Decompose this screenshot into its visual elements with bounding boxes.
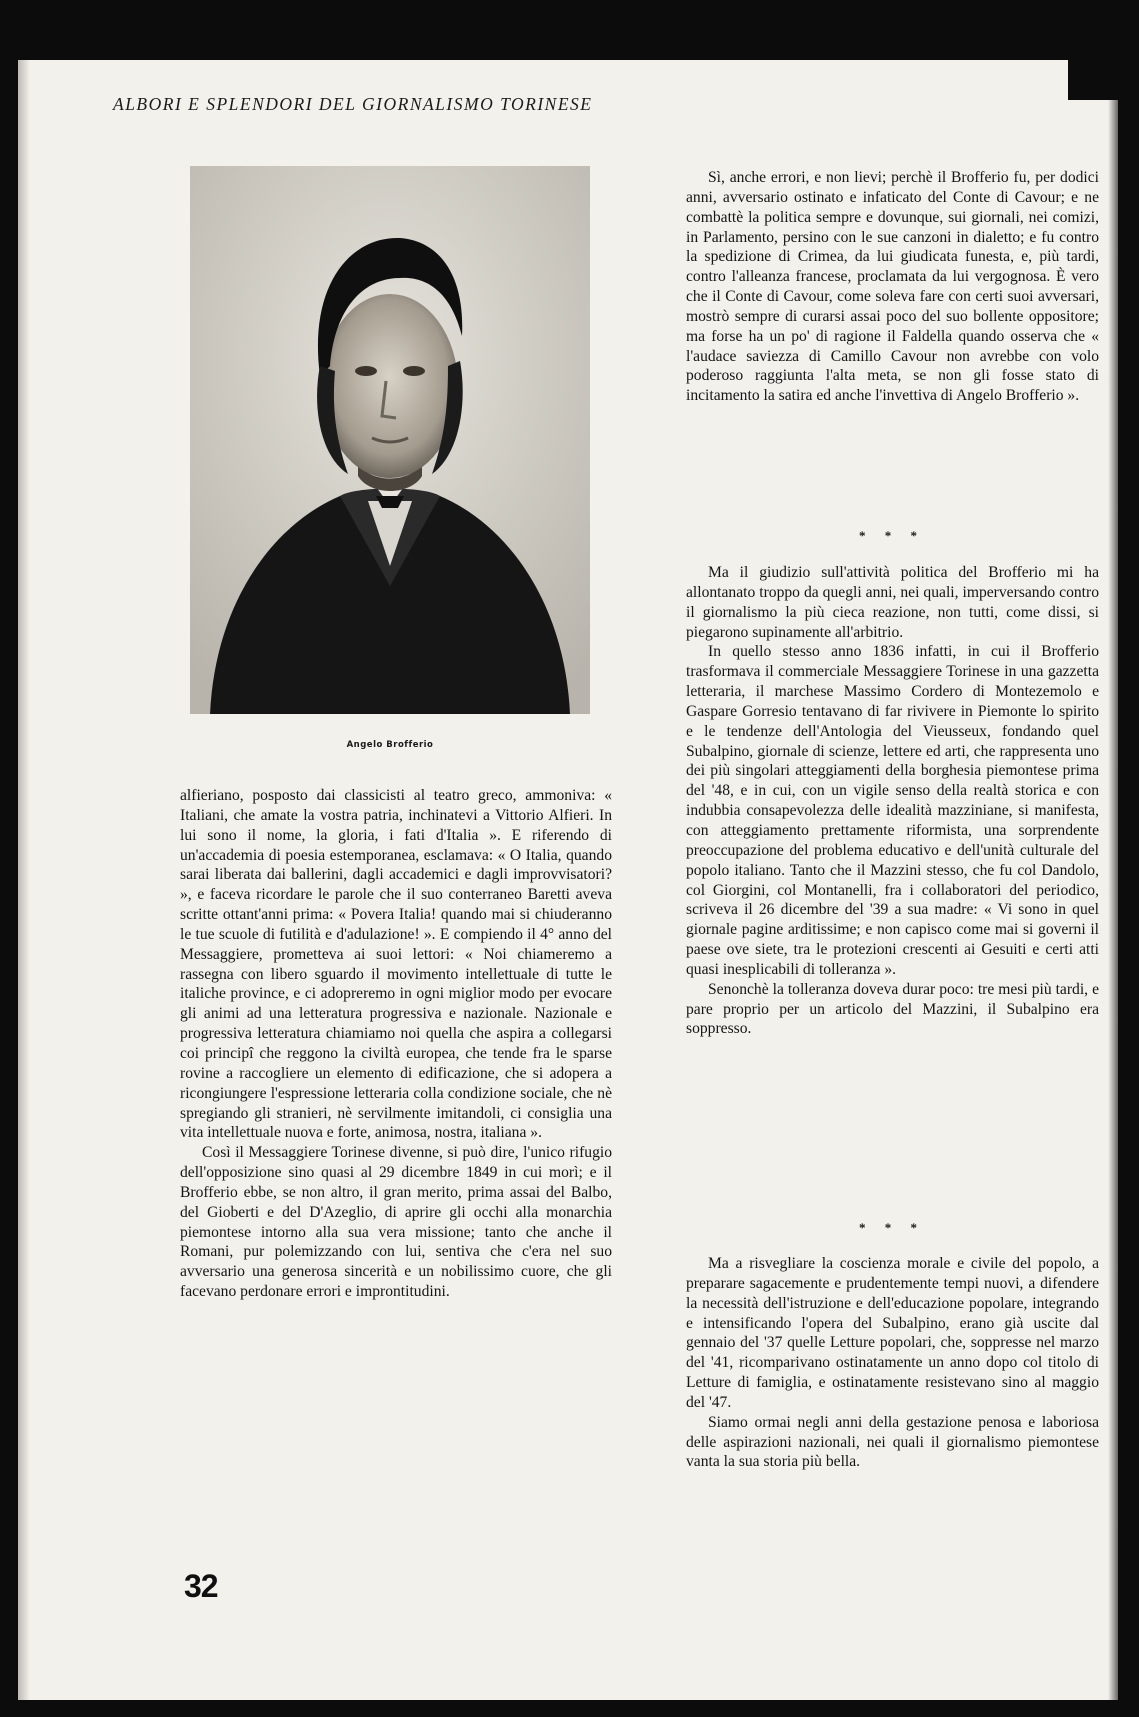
- paragraph: Ma il giudizio sull'attività politica del Brofferio mi ha allontanato troppo da quegli anni, nei quali, imperversando contro il giornalismo la più cieca reazione, non tutti, come dissi, si piegarono supinamente all'arbitrio.: [686, 564, 1099, 641]
- page-number: 32: [184, 1568, 218, 1604]
- page-shadow-left: [18, 60, 30, 1700]
- page-shadow-right: [1108, 60, 1118, 1700]
- section-separator: * * *: [859, 1220, 925, 1235]
- left-column: [180, 786, 612, 1518]
- paragraph: In quello stesso anno 1836 infatti, in cui il Brofferio trasformava il commerciale Messaggiere Torinese in una gazzetta letteraria, il marchese Massimo Cordero di Montezemolo e Gaspare Gorresio tentavano di far rivivere in Piemonte lo spirito e le tendenze dell'Antologia del Vieusseux, fondando quel Subalpino, giornale di scienze, lettere ed arti, che rappresenta uno dei più singolari atteggiamenti della borghesia piemontese prima del '48, e in cui, con un vigile senso della realtà storica e con indubbia consapevolezza delle idealità mazziniane, si manifesta, con atteggiamento prettamente riformista, una sorprendente preoccupazione del problema educativo e dell'unità culturale del popolo italiano. Tanto che il Mazzini stesso, che fu col Dandolo, col Giorgini, col Montanelli, fra i collaboratori del periodico, scriveva il 26 dicembre del '39 a sua madre: « Vi sono in quel giornale pagine arditissime; e non capisco come mai si governi il paese ove siete, tra le protezioni crescenti ai Gesuiti e certi atti quasi inesplicabili di tolleranza ».: [686, 643, 1099, 978]
- paragraph: alfieriano, posposto dai classicisti al teatro greco, ammoniva: « Italiani, che amate la vostra patria, inchinatevi a Vittorio Alfieri. In lui sono il nome, la gloria, i fati d'Italia ». E riferendo di un'accademia di poesia estemporanea, esclamava: « O Italia, quando sarai liberata dai ballerini, dagli accademici e dagli improvvisatori? », e faceva ricordare le parole che il suo conterraneo Baretti aveva scritte ottant'anni prima: « Povera Italia! quando mai si chiuderanno le tue scuole di futilità e d'adulazione! ». E compiendo il 4° anno del Messaggiere, prometteva ai suoi lettori: « Noi chiameremo a rassegna con libero sguardo il movimento intellettuale di tutte le italiche province, e ci adopreremo in ogni miglior modo per evocare gli animi ad una letteratura progressiva e nazionale. Nazionale e progressiva letteratura chiamiamo noi quella che aspira a collegarsi coi principî che reggono la civiltà europea, che tende fra le sparse rovine a raccogliere un elemento di edificazione, che si adopera a ricongiungere l'espressione letteraria colla condizione sociale, che nè spregiando gli stranieri, nè servilmente imitandoli, ci consiglia una vita intellettuale nuova e forte, animosa, nostra, italiana ».: [180, 787, 612, 1142]
- portrait-illustration: [190, 166, 590, 714]
- paragraph: Siamo ormai negli anni della gestazione penosa e laboriosa delle aspirazioni nazionali, nei quali il giornalismo piemontese vanta la sua storia più bella.: [686, 1413, 1099, 1471]
- portrait-caption: Angelo Brofferio: [346, 740, 434, 750]
- paragraph: Sì, anche errori, e non lievi; perchè il Brofferio fu, per dodici anni, avversario ostinato e infaticato del Conte di Cavour; e ne combattè la politica sempre e dovunque, sui giornali, nei comizi, in Parlamento, persino con le sue canzoni in dialetto; e fu contro la spedizione di Crimea, da lui giudicata funesta, e, più tardi, contro l'alleanza francese, proclamata da lui vergognosa. È vero che il Conte di Cavour, come soleva fare con certi suoi avversari, mostrò sempre di curarsi assai poco del suo bollente oppositore; ma forse ha un po' di ragione il Faldella quando osserva che « l'audace saviezza di Camillo Cavour non avrebbe con volo poderoso raggiunta l'alta meta, se non gli fosse stato di incitamento la satira ed anche l'invettiva di Angelo Brofferio ».: [686, 169, 1099, 405]
- right-column-bottom: [686, 1254, 1099, 1524]
- right-column-middle: [686, 563, 1099, 1208]
- paragraph: Senonchè la tolleranza doveva durar poco: tre mesi più tardi, e pare proprio per un articolo del Mazzini, il Subalpino era soppresso.: [686, 980, 1099, 1038]
- scan-corner: [1068, 60, 1118, 100]
- right-column-top: [686, 168, 1099, 508]
- section-separator: * * *: [859, 528, 925, 543]
- portrait-photo: [190, 166, 590, 714]
- running-head: ALBORI E SPLENDORI DEL GIORNALISMO TORINESE: [113, 94, 593, 114]
- paragraph: Ma a risvegliare la coscienza morale e civile del popolo, a preparare sagacemente e prudentemente tempi nuovi, a difendere la necessità dell'istruzione e dell'educazione popolare, integrando e intensificando l'opera del Subalpino, erano già uscite dal gennaio del '37 quelle Letture popolari, che, soppresse nel marzo del '41, ricomparivano ostinatamente un anno dopo col titolo di Letture di famiglia, e ostinatamente resistevano sino al maggio del '47.: [686, 1255, 1099, 1411]
- paragraph: Così il Messaggiere Torinese divenne, si può dire, l'unico rifugio dell'opposizione sino quasi al 29 dicembre 1849 in cui morì; e il Brofferio ebbe, se non altro, il gran merito, prima assai del Balbo, del Gioberti e del D'Azeglio, di aprire gli occhi alla monarchia piemontese intorno alla sua vera missione; tanto che anche il Romani, pur polemizzando con lui, sentiva che c'era nel suo avversario una generosa sincerità e un nobilissimo cuore, che gli facevano perdonare errori e improntitudini.: [180, 1144, 612, 1301]
